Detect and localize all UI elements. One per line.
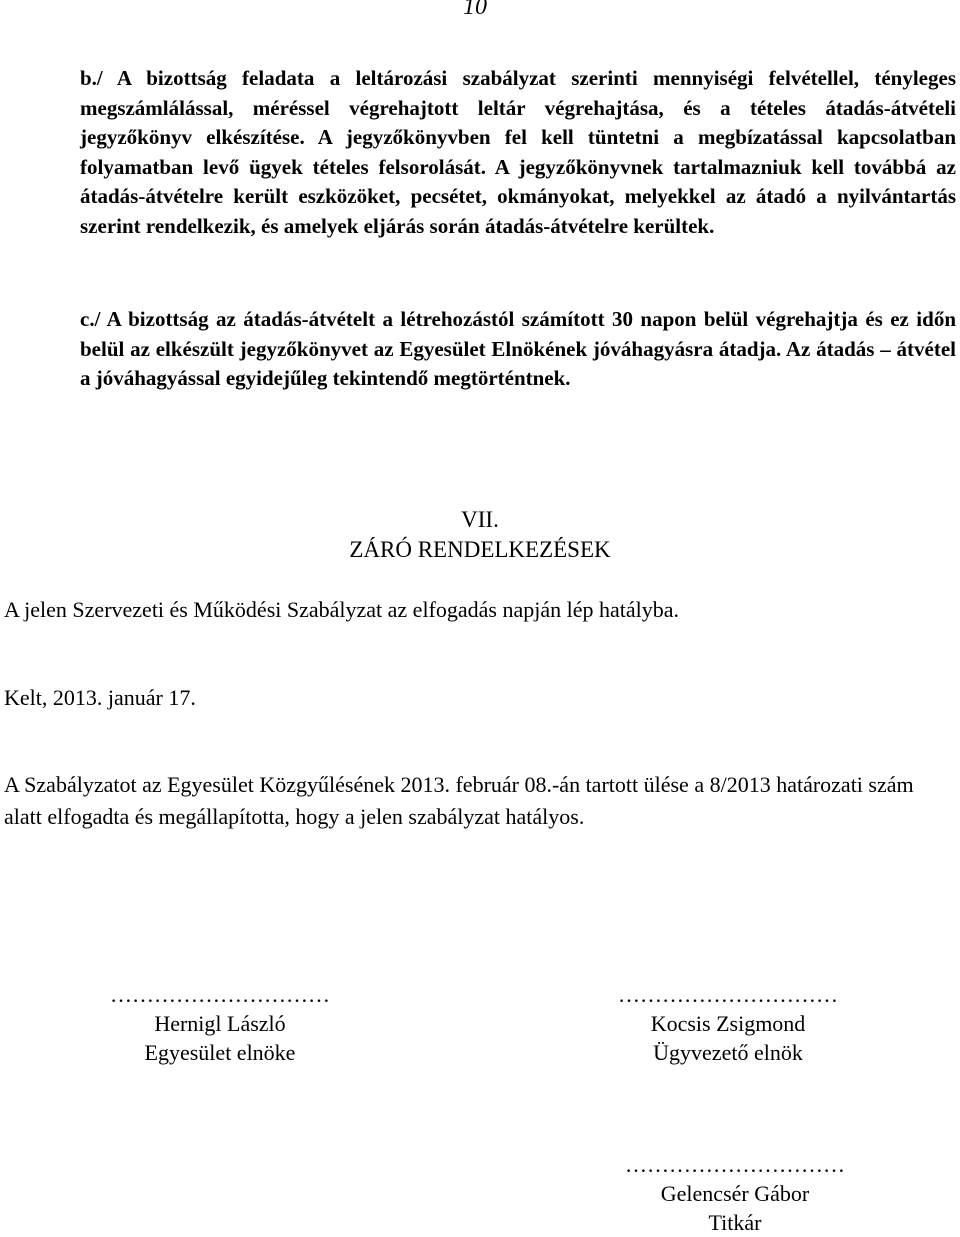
signature-line: …………………………: [618, 982, 838, 1007]
signer-name: Gelencsér Gábor: [660, 1181, 810, 1206]
signer-role: Ügyvezető elnök: [653, 1040, 803, 1065]
paragraph-c: c./ A bizottság az átadás-átvételt a létrehozástól számított 30 napon belül végrehajtja és ez időn belül az elkészült jegyzőkönyvet az Egyesület Elnökének jóváhagyásra átadja. Az átadás – átvétel a jóváhagyással egyidejűleg tekintendő megtörténtnek.: [80, 307, 956, 390]
signature-block-executive: [588, 980, 868, 1067]
effect-statement: A jelen Szervezeti és Működési Szabályzat az elfogadás napján lép hatályba.: [4, 597, 680, 622]
paragraph-b: b./ A bizottság feladata a leltározási szabályzat szerinti mennyiségi felvétellel, tényleges megszámlálással, méréssel végrehajtott leltár végrehajtása, és a tételes átadás-átvételi jegyzőkönyv elkészítése. A jegyzőkönyvben fel kell tüntetni a megbízatással kapcsolatban folyamatban levő ügyek tételes felsorolását. A jegyzőkönyvnek tartalmazniuk kell továbbá az átadás-átvételre került eszközöket, pecsétet, okmányokat, melyekkel az átadó a nyilvántartás szerint rendelkezik, és amelyek eljárás során átadás-átvételre kerültek.: [80, 66, 956, 238]
signature-line: …………………………: [110, 982, 330, 1007]
date-line: Kelt, 2013. január 17.: [4, 685, 196, 710]
chapter-title: ZÁRÓ RENDELKEZÉSEK: [349, 537, 611, 562]
signature-block-president: [75, 980, 365, 1067]
signer-role: Titkár: [708, 1210, 762, 1235]
signer-name: Kocsis Zsigmond: [650, 1011, 806, 1036]
page-number: 10: [463, 0, 487, 20]
signature-block-secretary: [595, 1150, 875, 1237]
signer-name: Hernigl László: [154, 1011, 286, 1036]
signer-role: Egyesület elnöke: [144, 1040, 296, 1065]
chapter-number: VII.: [461, 507, 499, 532]
approval-statement: A Szabályzatot az Egyesület Közgyűlésének 2013. február 08.-án tartott ülése a 8/2013 határozati szám alatt elfogadta és megállapította, hogy a jelen szabályzat hatályos.: [4, 772, 914, 829]
signature-line: …………………………: [625, 1152, 845, 1177]
